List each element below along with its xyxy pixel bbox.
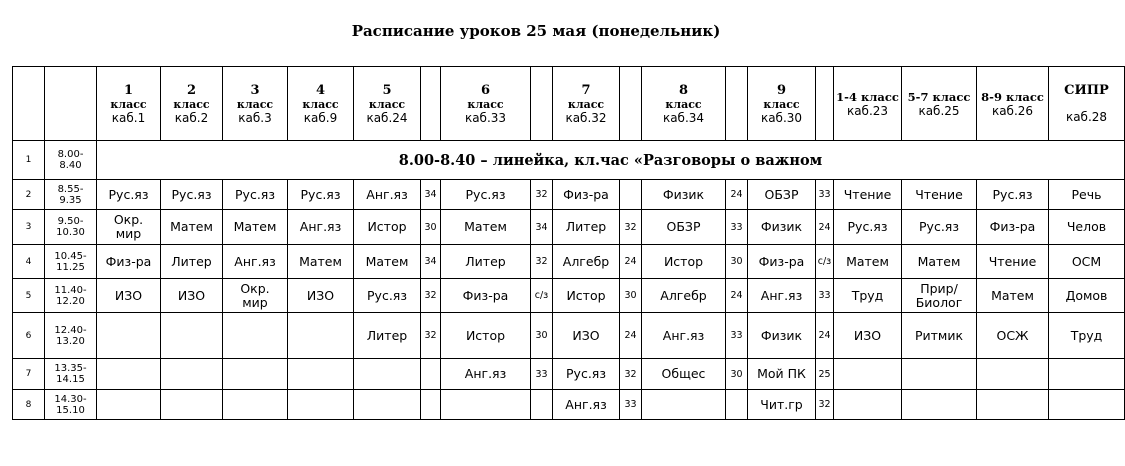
subject-cell: Истор [441,313,531,359]
subject-cell: Анг.яз [553,390,620,420]
subject-cell: Рус.яз [902,210,977,245]
subject-cell: Общес [642,359,726,390]
lesson-time: 11.40- 12.20 [45,279,97,313]
subject-cell: Рус.яз [97,180,161,210]
room-cell: 30 [726,359,748,390]
subject-cell: Рус.яз [288,180,354,210]
subject-cell: ОСМ [1049,245,1125,279]
subject-cell: Физ-ра [748,245,816,279]
subject-cell [642,390,726,420]
lesson-number: 4 [13,245,45,279]
page-title: Расписание уроков 25 мая (понедельник) [351,22,721,40]
subject-cell: ОСЖ [977,313,1049,359]
room-header-9 [816,67,834,141]
subject-cell [902,390,977,420]
lesson-number: 5 [13,279,45,313]
subject-cell [902,359,977,390]
subject-cell: Чтение [902,180,977,210]
subject-cell: Физик [642,180,726,210]
lesson-row [13,180,1125,210]
room-cell [421,359,441,390]
subject-cell: Физ-ра [97,245,161,279]
room-cell: 24 [726,180,748,210]
lesson-number: 6 [13,313,45,359]
subject-cell [161,359,223,390]
room-cell: 32 [816,390,834,420]
subject-cell [1049,390,1125,420]
room-cell: 32 [531,180,553,210]
subject-cell: Домов [1049,279,1125,313]
subject-cell: Чтение [977,245,1049,279]
lesson-number: 3 [13,210,45,245]
room-cell [421,390,441,420]
room-header-7 [620,67,642,141]
room-cell: 33 [531,359,553,390]
subject-cell: Анг.яз [441,359,531,390]
subject-cell: Рус.яз [223,180,288,210]
room-cell: 32 [421,279,441,313]
lesson-row [13,313,1125,359]
lesson-time: 9.50- 10.30 [45,210,97,245]
room-cell: 30 [726,245,748,279]
lesson-row [13,245,1125,279]
subject-cell: Речь [1049,180,1125,210]
subject-cell: Чтение [834,180,902,210]
subject-cell: Чит.гр [748,390,816,420]
subject-cell: Рус.яз [977,180,1049,210]
lesson-row [13,279,1125,313]
lesson-row [13,390,1125,420]
subject-cell: Матем [441,210,531,245]
room-cell: 24 [620,245,642,279]
group-header-1-4: 1-4 класс каб.23 [834,67,902,141]
room-cell [726,390,748,420]
group-header-8-9: 8-9 класс каб.26 [977,67,1049,141]
subject-cell: Физик [748,210,816,245]
header-row [13,67,1125,141]
subject-cell: Матем [288,245,354,279]
lesson-time: 8.55- 9.35 [45,180,97,210]
class-header-8: 8 класс каб.34 [642,67,726,141]
subject-cell [834,390,902,420]
subject-cell: Рус.яз [441,180,531,210]
subject-cell [1049,359,1125,390]
subject-cell: Рус.яз [553,359,620,390]
subject-cell [223,313,288,359]
lesson-time: 12.40- 13.20 [45,313,97,359]
assembly-banner: 8.00-8.40 – линейка, кл.час «Разговоры о важном [97,141,1125,180]
class-header-4: 4 класс каб.9 [288,67,354,141]
room-cell [531,390,553,420]
subject-cell [288,390,354,420]
subject-cell [441,390,531,420]
subject-cell [977,359,1049,390]
subject-cell: Физ-ра [441,279,531,313]
subject-cell: Труд [1049,313,1125,359]
class-header-2: 2 класс каб.2 [161,67,223,141]
class-header-7: 7 класс каб.32 [553,67,620,141]
room-cell: 24 [816,313,834,359]
subject-cell: Матем [902,245,977,279]
subject-cell: ОБЗР [642,210,726,245]
room-cell: с/з [816,245,834,279]
room-cell: 33 [726,313,748,359]
subject-cell [977,390,1049,420]
room-cell: 33 [816,180,834,210]
schedule-table [12,66,1125,420]
subject-cell [161,313,223,359]
subject-cell: Матем [977,279,1049,313]
subject-cell: Рус.яз [161,180,223,210]
subject-cell: Окр. мир [223,279,288,313]
room-cell: 32 [620,210,642,245]
subject-cell: Литер [354,313,421,359]
class-header-9: 9 класс каб.30 [748,67,816,141]
subject-cell: Истор [642,245,726,279]
subject-cell: Алгебр [642,279,726,313]
subject-cell [161,390,223,420]
room-cell: 24 [816,210,834,245]
assembly-row [13,141,1125,180]
lesson-number: 7 [13,359,45,390]
subject-cell [223,390,288,420]
subject-cell: Матем [834,245,902,279]
room-cell: 32 [421,313,441,359]
lesson-time: 10.45- 11.25 [45,245,97,279]
subject-cell: Литер [161,245,223,279]
room-cell: 33 [620,390,642,420]
subject-cell: Истор [553,279,620,313]
lesson-time: 13.35- 14.15 [45,359,97,390]
subject-cell [354,390,421,420]
subject-cell: Литер [441,245,531,279]
class-header-1: 1 класс каб.1 [97,67,161,141]
subject-cell: Литер [553,210,620,245]
room-cell: 30 [620,279,642,313]
class-header-6: 6 класс каб.33 [441,67,531,141]
subject-cell: ИЗО [553,313,620,359]
lesson-time: 14.30- 15.10 [45,390,97,420]
subject-cell [223,359,288,390]
subject-cell: Анг.яз [288,210,354,245]
header-num-cell [13,67,45,141]
subject-cell: Челов [1049,210,1125,245]
subject-cell [834,359,902,390]
subject-cell [97,359,161,390]
room-cell: с/з [531,279,553,313]
group-header-5-7: 5-7 класс каб.25 [902,67,977,141]
subject-cell: ОБЗР [748,180,816,210]
subject-cell: Матем [223,210,288,245]
lesson-time: 8.00- 8.40 [45,141,97,180]
room-header-5 [421,67,441,141]
subject-cell: Физик [748,313,816,359]
room-cell: 24 [726,279,748,313]
subject-cell [288,359,354,390]
lesson-row [13,359,1125,390]
subject-cell: ИЗО [288,279,354,313]
header-time-cell [45,67,97,141]
subject-cell [97,390,161,420]
subject-cell: ИЗО [834,313,902,359]
subject-cell: Рус.яз [354,279,421,313]
subject-cell: Физ-ра [977,210,1049,245]
subject-cell: Прир/ Биолог [902,279,977,313]
lesson-number: 2 [13,180,45,210]
subject-cell: Рус.яз [834,210,902,245]
subject-cell: Матем [161,210,223,245]
subject-cell: Анг.яз [642,313,726,359]
room-header-8 [726,67,748,141]
subject-cell: Истор [354,210,421,245]
room-cell: 34 [421,180,441,210]
subject-cell: Физ-ра [553,180,620,210]
room-cell: 34 [421,245,441,279]
sipr-header: СИПР каб.28 [1049,67,1125,141]
subject-cell: Ритмик [902,313,977,359]
class-header-3: 3 класс каб.3 [223,67,288,141]
lesson-number: 8 [13,390,45,420]
subject-cell: Анг.яз [223,245,288,279]
lesson-number: 1 [13,141,45,180]
subject-cell: Мой ПК [748,359,816,390]
room-cell: 25 [816,359,834,390]
room-cell: 30 [421,210,441,245]
room-header-6 [531,67,553,141]
room-cell: 30 [531,313,553,359]
room-cell [620,180,642,210]
room-cell: 33 [816,279,834,313]
subject-cell [288,313,354,359]
lesson-row [13,210,1125,245]
room-cell: 24 [620,313,642,359]
subject-cell [97,313,161,359]
subject-cell: Анг.яз [354,180,421,210]
subject-cell [354,359,421,390]
class-header-5: 5 класс каб.24 [354,67,421,141]
subject-cell: Матем [354,245,421,279]
room-cell: 32 [620,359,642,390]
subject-cell: ИЗО [97,279,161,313]
subject-cell: ИЗО [161,279,223,313]
room-cell: 34 [531,210,553,245]
subject-cell: Окр. мир [97,210,161,245]
room-cell: 33 [726,210,748,245]
subject-cell: Труд [834,279,902,313]
subject-cell: Анг.яз [748,279,816,313]
subject-cell: Алгебр [553,245,620,279]
room-cell: 32 [531,245,553,279]
